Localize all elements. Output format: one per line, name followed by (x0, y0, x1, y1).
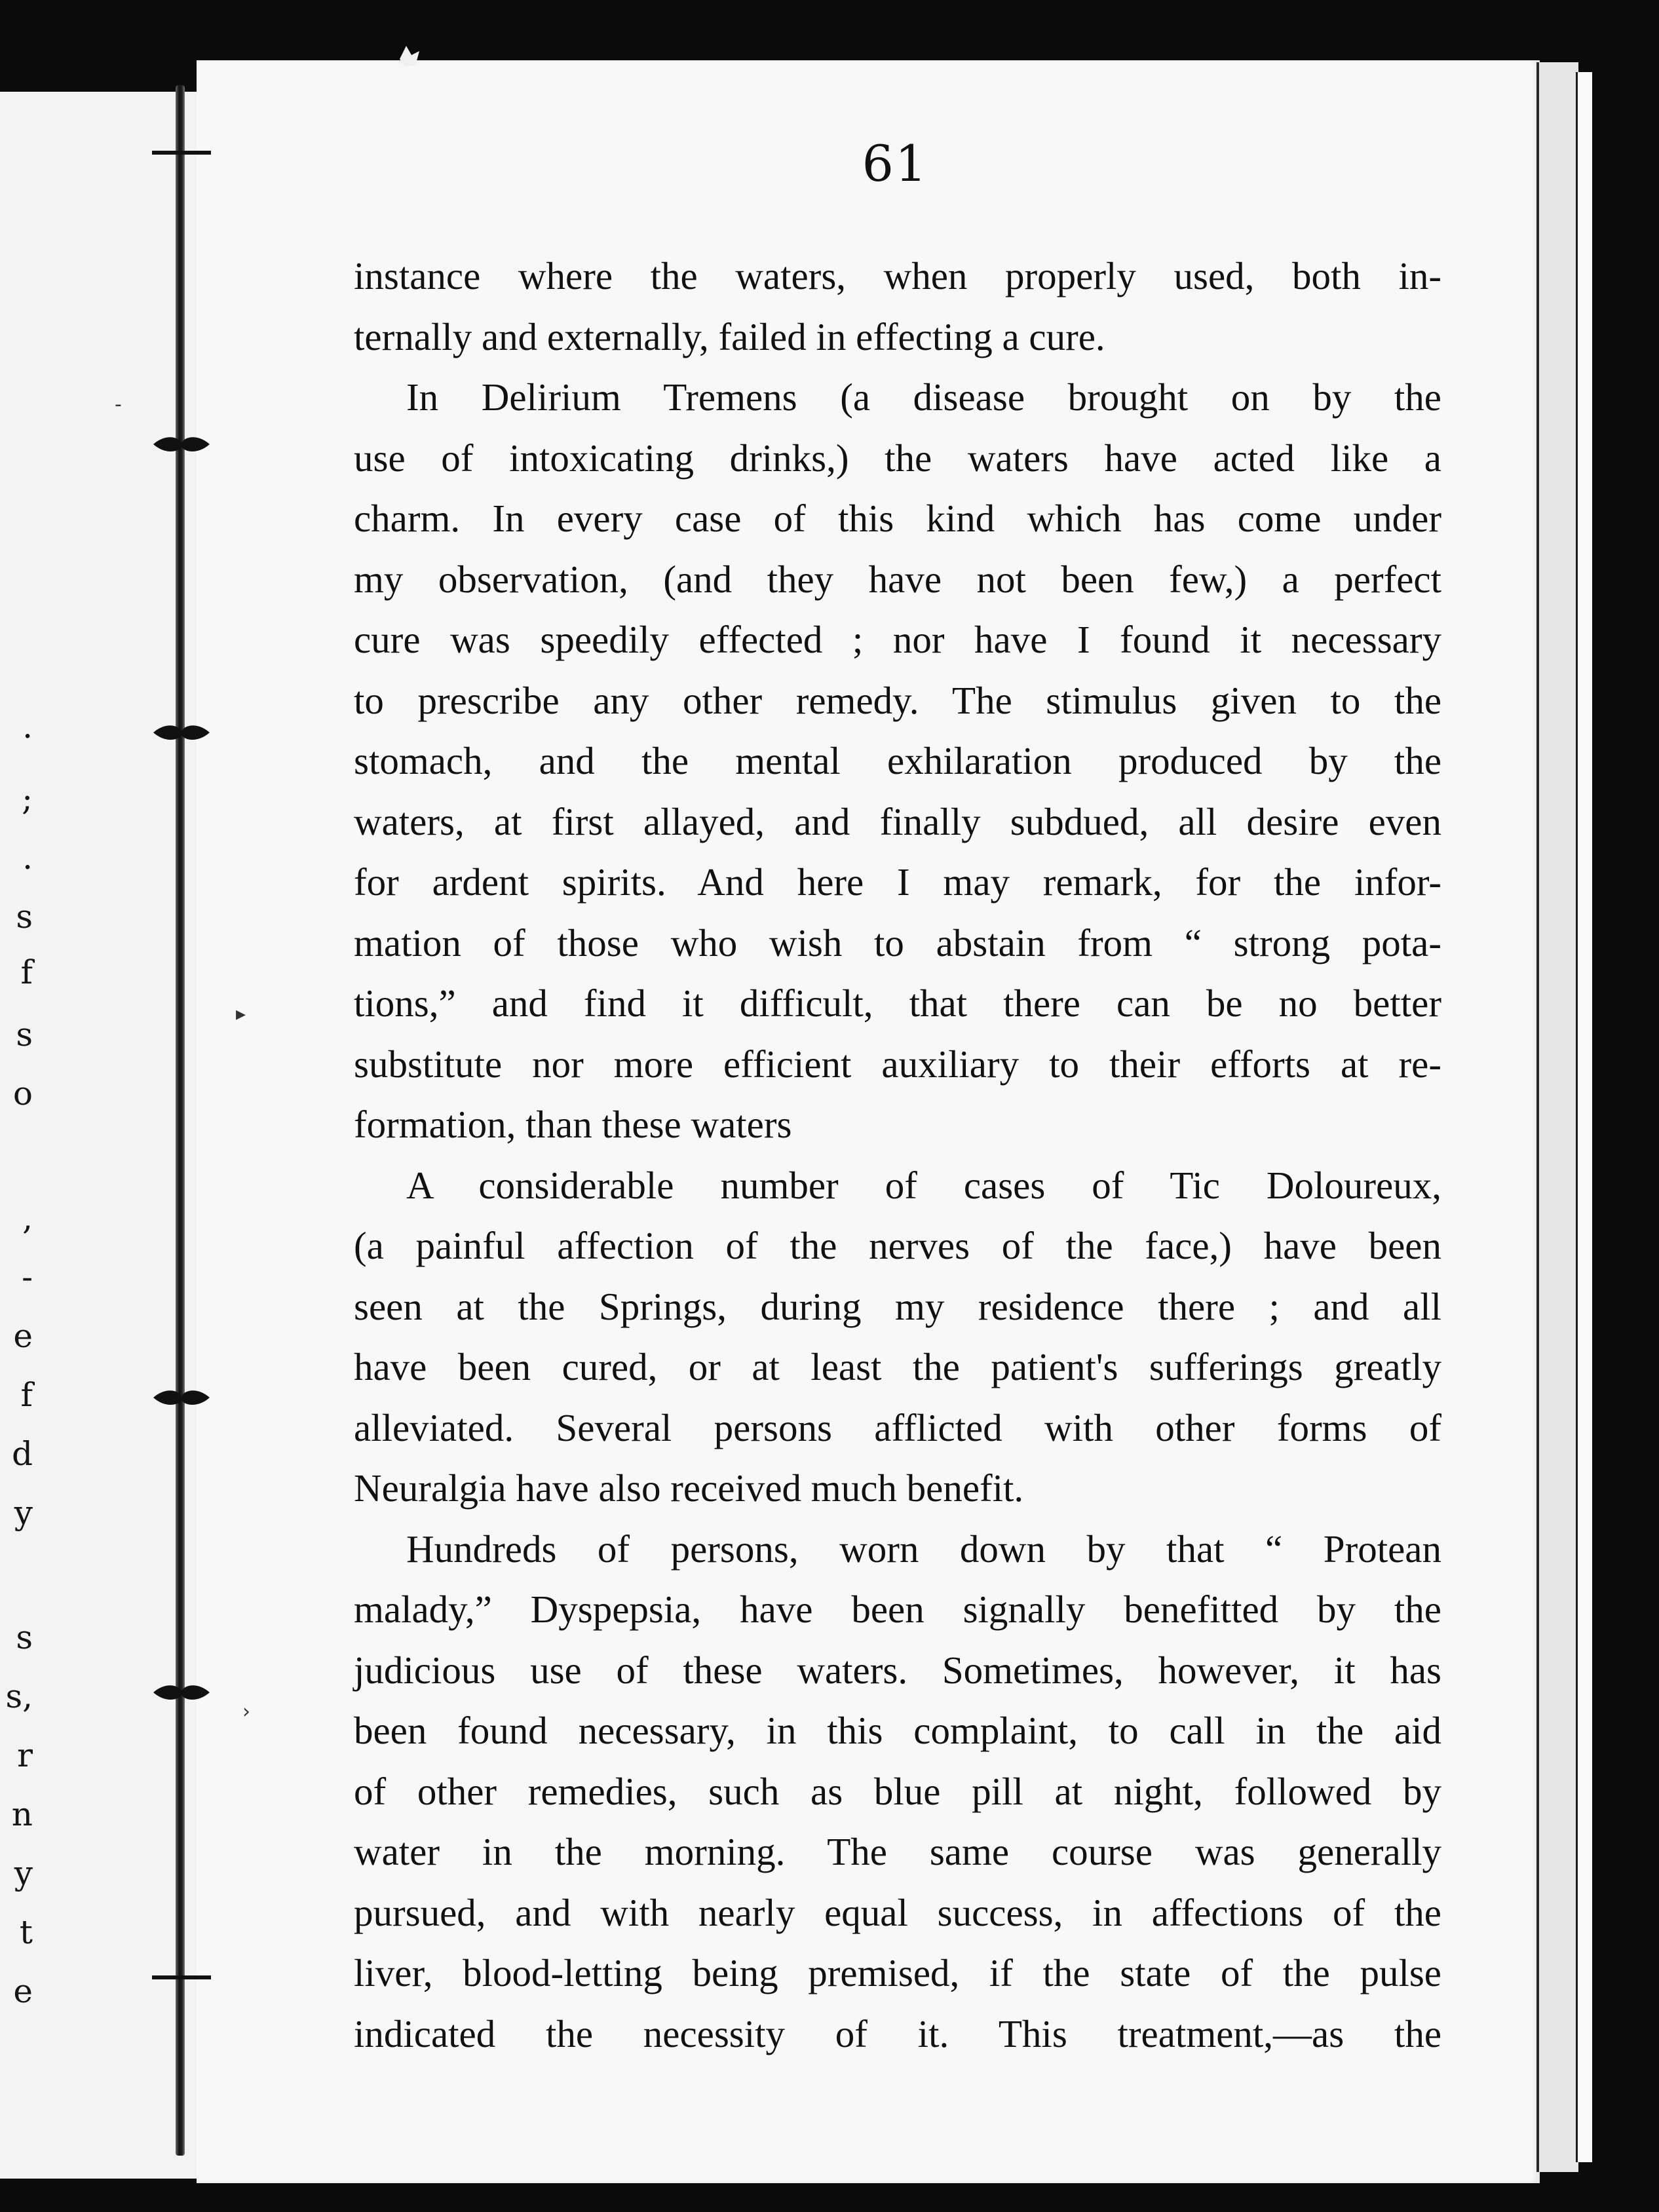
facing-page-fragment: s (16, 898, 33, 936)
text-line: liver, blood-letting being premised, if the state of the pulse (354, 1951, 1441, 1994)
text-line: stomach, and the mental exhilaration produced by the (354, 739, 1441, 782)
text-line: water in the morning. The same course was generally (354, 1830, 1441, 1873)
facing-page-fragment: - (22, 1258, 33, 1296)
facing-page-fragment: s (16, 1618, 33, 1656)
text-line: pursued, and with nearly equal success, in affections of the (354, 1890, 1441, 1934)
facing-page-fragment: s (16, 1016, 33, 1054)
facing-page-fragment: y (14, 1854, 33, 1892)
text-line: my observation, (and they have not been few,) a perfect (354, 557, 1441, 601)
facing-page-fragment: e (13, 1972, 33, 2010)
page-stack-edge (1536, 62, 1578, 2172)
binding-thread (176, 85, 185, 2156)
facing-page-fragment: f (20, 1376, 33, 1414)
facing-page-text-fragments (0, 92, 39, 2179)
text-line: mation of those who wish to abstain from “ strong pota- (354, 921, 1441, 964)
facing-page-fragment: o (12, 1075, 33, 1113)
page-number-text: 61 (862, 134, 928, 193)
text-line: Hundreds of persons, worn down by that “ Protean (406, 1527, 1441, 1571)
body-text (354, 246, 1441, 2064)
text-line: judicious use of these waters. Sometimes, however, it has (354, 1648, 1441, 1692)
dust-speck (393, 39, 426, 72)
facing-page-fragment: n (11, 1795, 33, 1833)
text-line: of other remedies, such as blue pill at night, followed by (354, 1769, 1441, 1813)
facing-page-fragment: , (22, 1199, 33, 1237)
text-line: seen at the Springs, during my residence there ; and all (354, 1284, 1441, 1328)
text-line: instance where the waters, when properly used, both in- (354, 254, 1441, 297)
margin-mark: › (242, 1700, 250, 1723)
text-line: cure was speedily effected ; nor have I found it necessary (354, 618, 1441, 661)
stitch-knot (152, 1966, 211, 1989)
text-line: have been cured, or at least the patient's sufferings greatly (354, 1345, 1441, 1388)
margin-arrow: ▸ (236, 1002, 246, 1025)
text-line: charm. In every case of this kind which has come under (354, 497, 1441, 540)
facing-page-fragment: r (17, 1736, 33, 1774)
text-line: indicated the necessity of it. This treatment,—as the (354, 2012, 1441, 2055)
text-line: tions,” and find it difficult, that there can be no better (354, 982, 1441, 1025)
text-line: ternally and externally, failed in effecting a cure. (354, 315, 1105, 358)
stitch-knot (152, 432, 211, 456)
facing-page-fragment: t (19, 1913, 33, 1951)
text-line: A considerable number of cases of Tic Doloureux, (406, 1163, 1441, 1207)
facing-page-fragment: y (14, 1494, 33, 1532)
text-line: Neuralgia have also received much benefit. (354, 1466, 1024, 1510)
facing-page-edge (0, 92, 197, 2179)
text-line: formation, than these waters (354, 1103, 792, 1146)
facing-page-fragment: f (20, 953, 33, 991)
margin-tick: - (115, 393, 122, 416)
facing-page-fragment: . (22, 708, 33, 746)
facing-page-fragment: ; (22, 780, 33, 818)
text-line: waters, at first allayed, and finally subdued, all desire even (354, 799, 1441, 843)
text-line: substitute nor more efficient auxiliary to their efforts at re- (354, 1042, 1441, 1086)
stitch-knot (152, 721, 211, 744)
text-line: alleviated. Several persons afflicted with other forms of (354, 1405, 1441, 1449)
text-line: use of intoxicating drinks,) the waters have acted like a (354, 436, 1441, 480)
page-stack-edge-outer (1576, 72, 1592, 2162)
text-line: for ardent spirits. And here I may remark, for the infor- (354, 860, 1441, 904)
stitch-knot (152, 1386, 211, 1409)
text-line: In Delirium Tremens (a disease brought on by the (406, 375, 1441, 419)
facing-page-fragment: . (22, 839, 33, 877)
page-number (0, 134, 1659, 193)
facing-page-fragment: s, (5, 1677, 33, 1715)
facing-page-fragment: d (11, 1435, 33, 1473)
text-line: been found necessary, in this complaint, to call in the aid (354, 1709, 1441, 1752)
text-line: (a painful affection of the nerves of the face,) have been (354, 1224, 1441, 1267)
text-line: to prescribe any other remedy. The stimulus given to the (354, 678, 1441, 722)
stitch-knot (152, 1681, 211, 1704)
text-line: malady,” Dyspepsia, have been signally benefitted by the (354, 1588, 1441, 1631)
facing-page-fragment: e (13, 1317, 33, 1355)
